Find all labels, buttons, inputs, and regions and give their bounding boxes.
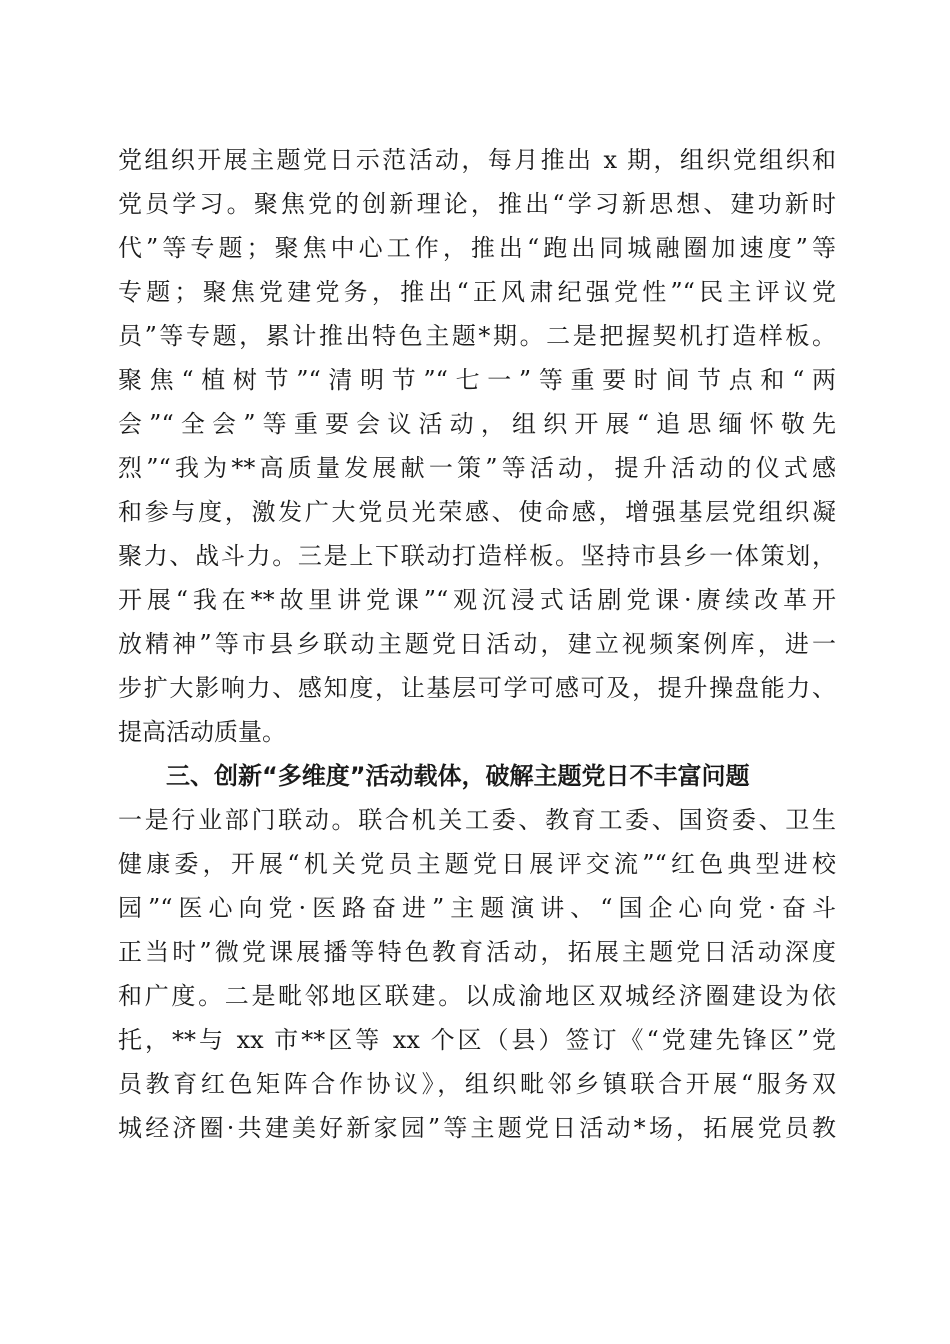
text-line: 员教育红色矩阵合作协议》，组织毗邻乡镇联合开展“服务双 — [118, 1070, 836, 1098]
paragraph-2 — [118, 798, 836, 1150]
text-line: 园”“医心向党·医路奋进”主题演讲、“国企心向党·奋斗 — [118, 894, 836, 922]
text-line: 正当时”微党课展播等特色教育活动，拓展主题党日活动深度 — [118, 938, 836, 966]
text-line: 步扩大影响力、感知度，让基层可学可感可及，提升操盘能力、 — [118, 674, 836, 702]
text-line: 和参与度，激发广大党员光荣感、使命感，增强基层党组织凝 — [118, 498, 836, 526]
text-line: 党员学习。聚焦党的创新理论，推出“学习新思想、建功新时 — [118, 190, 836, 218]
text-line: 会”“全会”等重要会议活动，组织开展“追思缅怀敬先 — [118, 410, 836, 438]
text-line: 一是行业部门联动。联合机关工委、教育工委、国资委、卫生 — [118, 806, 836, 834]
text-line: 聚焦“植树节”“清明节”“七一”等重要时间节点和“两 — [118, 366, 836, 394]
document-body — [118, 138, 836, 1150]
text-line: 放精神”等市县乡联动主题党日活动，建立视频案例库，进一 — [118, 630, 836, 658]
text-line: 代”等专题；聚焦中心工作，推出“跑出同城融圈加速度”等 — [118, 234, 836, 262]
text-line: 烈”“我为**高质量发展献一策”等活动，提升活动的仪式感 — [118, 454, 836, 482]
text-line: 专题；聚焦党建党务，推出“正风肃纪强党性”“民主评议党 — [118, 278, 836, 306]
text-line: 城经济圈·共建美好新家园”等主题党日活动*场，拓展党员教 — [118, 1114, 836, 1142]
text-line: 党组织开展主题党日示范活动，每月推出 x 期，组织党组织和 — [118, 146, 836, 174]
text-line: 提高活动质量。 — [118, 718, 286, 746]
text-line: 开展“我在**故里讲党课”“观沉浸式话剧党课·赓续改革开 — [118, 586, 836, 614]
text-line: 聚力、战斗力。三是上下联动打造样板。坚持市县乡一体策划， — [118, 542, 836, 570]
text-line: 健康委，开展“机关党员主题党日展评交流”“红色典型进校 — [118, 850, 836, 878]
section-heading: 三、创新“多维度”活动载体，破解主题党日不丰富问题 — [166, 762, 750, 790]
text-line: 员”等专题，累计推出特色主题*期。二是把握契机打造样板。 — [118, 322, 836, 350]
paragraph-1 — [118, 138, 836, 754]
text-line: 托，**与 xx 市**区等 xx 个区（县）签订《“党建先锋区”党 — [118, 1026, 836, 1054]
text-line: 和广度。二是毗邻地区联建。以成渝地区双城经济圈建设为依 — [118, 982, 836, 1010]
